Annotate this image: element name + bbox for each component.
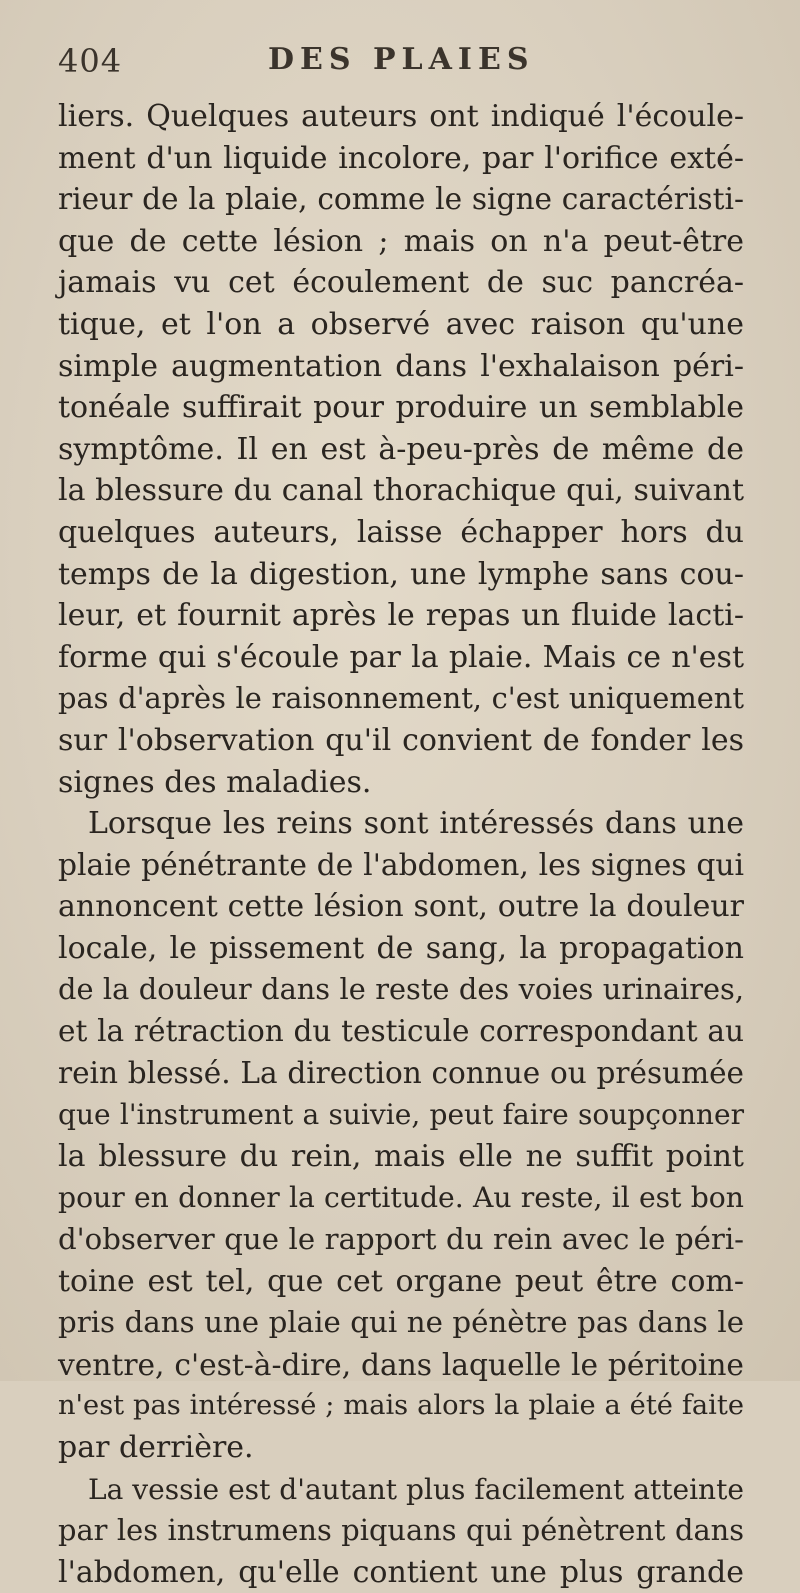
text-line: jamais vu cet écoulement de suc pancréa- (58, 265, 744, 301)
text-line: et la rétraction du testicule correspondant au (58, 1014, 744, 1049)
text-line: leur, et fournit après le repas un fluide lacti- (58, 598, 744, 634)
running-title: DES PLAIES (268, 42, 535, 77)
text-line: tique, et l'on a observé avec raison qu'une (58, 306, 744, 342)
text-line: de la douleur dans le reste des voies urinaires, (58, 972, 744, 1007)
running-head (58, 42, 748, 94)
text-line: l'abdomen, qu'elle contient une plus grande (58, 1554, 744, 1590)
text-line: forme qui s'écoule par la plaie. Mais ce n'est (58, 639, 744, 675)
text-line: rein blessé. La direction connue ou présumée (58, 1055, 744, 1090)
text-line: Lorsque les reins sont intéressés dans une (88, 806, 744, 842)
text-line: symptôme. Il en est à-peu-près de même de (58, 431, 744, 467)
text-line: la blessure du canal thorachique qui, suivant (58, 473, 744, 509)
text-line: ment d'un liquide incolore, par l'orifice exté- (58, 140, 744, 176)
text-line: la blessure du rein, mais elle ne suffit point (58, 1138, 744, 1174)
text-line: rieur de la plaie, comme le signe caractéristi- (58, 182, 744, 217)
text-line: pris dans une plaie qui ne pénètre pas dans le (58, 1305, 744, 1340)
text-line: pour en donner la certitude. Au reste, il est bon (58, 1181, 744, 1215)
text-line: locale, le pissement de sang, la propagation (58, 930, 744, 966)
text-line: simple augmentation dans l'exhalaison péri- (58, 348, 744, 384)
text-line: d'observer que le rapport du rein avec le péri- (58, 1222, 744, 1257)
page-number: 404 (58, 42, 123, 80)
body-text (58, 96, 744, 1593)
text-line: annoncent cette lésion sont, outre la douleur (58, 889, 744, 925)
text-line: toine est tel, que cet organe peut être com- (58, 1263, 744, 1299)
text-line: tonéale suffirait pour produire un semblable (58, 390, 744, 426)
text-line: n'est pas intéressé ; mais alors la plaie a été faite (58, 1390, 744, 1422)
text-line: que l'instrument a suivie, peut faire soupçonner (58, 1098, 744, 1132)
text-line: plaie pénétrante de l'abdomen, les signes qui (58, 847, 744, 883)
text-line: signes des maladies. (58, 764, 372, 800)
text-line: que de cette lésion ; mais on n'a peut-être (58, 223, 744, 259)
text-line: pas d'après le raisonnement, c'est uniquement (58, 681, 744, 716)
text-line: par derrière. (58, 1430, 254, 1465)
text-line: sur l'observation qu'il convient de fonder les (58, 722, 744, 758)
text-line: quelques auteurs, laisse échapper hors du (58, 514, 744, 550)
text-line: par les instrumens piquans qui pénètrent dans (58, 1513, 744, 1548)
text-line: La vessie est d'autant plus facilement atteinte (88, 1472, 744, 1506)
text-line: ventre, c'est-à-dire, dans laquelle le péritoine (58, 1346, 744, 1382)
text-line: liers. Quelques auteurs ont indiqué l'écoule- (58, 99, 744, 134)
text-line: temps de la digestion, une lymphe sans cou- (58, 556, 744, 592)
